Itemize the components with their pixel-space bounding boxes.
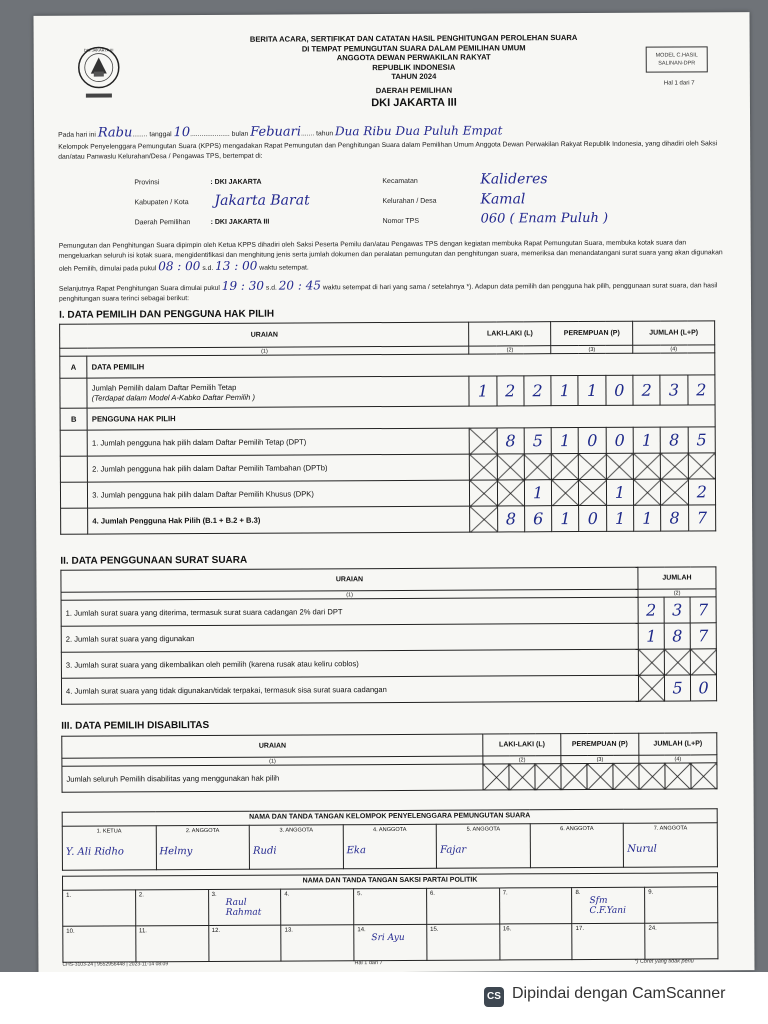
kpps-title: NAMA DAN TANDA TANGAN KELOMPOK PENYELENGGARA PEMUNGUTAN SUARA bbox=[62, 809, 717, 826]
digit-value: 2 bbox=[696, 482, 707, 502]
end-time: 13 : 00 bbox=[215, 258, 258, 273]
kpps-signature: Helmy bbox=[159, 846, 193, 858]
digit-cell bbox=[638, 597, 664, 623]
kpps-role: 1. KETUA bbox=[96, 828, 122, 835]
saksi-signature-cell bbox=[427, 924, 500, 960]
saksi-signature: Sfm C.F.Yani bbox=[589, 895, 626, 916]
digit-value: 1 bbox=[560, 509, 571, 529]
digit-cell bbox=[497, 376, 524, 406]
saksi-signature-cell bbox=[572, 923, 645, 959]
digit-cell bbox=[579, 505, 606, 531]
dapil-label: Daerah Pemilihan bbox=[134, 219, 191, 227]
col-number: (3) bbox=[561, 755, 639, 763]
crossed-cell bbox=[661, 453, 688, 479]
digit-value: 1 bbox=[646, 626, 657, 646]
header-line: REPUBLIK INDONESIA bbox=[372, 62, 456, 72]
kpps-signature-cell bbox=[249, 825, 343, 869]
crossed-cell bbox=[691, 763, 717, 789]
kecamatan-value: Kalideres bbox=[480, 171, 548, 188]
saksi-signature-cell bbox=[63, 926, 136, 962]
saksi-number: 13. bbox=[284, 927, 293, 934]
count-text: waktu setempat di hari yang sama / setelahnya *). Adapun data pemilih dan pengguna hak pilih, penggunaan surat suara, dan hasil penghitungan suara terinci sebagai berikut: bbox=[58, 282, 718, 303]
digit-cell bbox=[524, 480, 551, 506]
digit-value: 5 bbox=[532, 431, 543, 451]
crossed-cell bbox=[524, 454, 551, 480]
count-label: Selanjutnya Rapat Penghitungan Suara dimulai pukul bbox=[58, 284, 220, 293]
col-number: (2) bbox=[638, 589, 716, 597]
digit-value: 5 bbox=[672, 678, 683, 698]
saksi-number: 11. bbox=[139, 928, 147, 935]
crossed-cell bbox=[639, 763, 665, 789]
kpps-role: 6. ANGGOTA bbox=[560, 825, 594, 833]
col-perempuan: PEREMPUAN (P) bbox=[561, 733, 639, 755]
row-label: 2. Jumlah pengguna hak pilih dalam Daftar Pemilih Tambahan (DPTb) bbox=[88, 454, 470, 482]
row-label: 3. Jumlah pengguna hak pilih dalam Daftar Pemilih Khusus (DPK) bbox=[88, 480, 470, 508]
daerah-value: DKI JAKARTA III bbox=[371, 96, 457, 109]
form-code-box bbox=[646, 46, 708, 72]
digit-value: 1 bbox=[559, 431, 571, 451]
row-title: PENGGUNA HAK PILIH bbox=[87, 405, 715, 430]
saksi-signature-cell bbox=[499, 888, 572, 924]
saksi-signature-cell bbox=[645, 923, 718, 959]
tanggal-label: tanggal bbox=[149, 131, 172, 139]
bulan-label: bulan bbox=[231, 130, 249, 138]
digit-value: 1 bbox=[532, 483, 544, 503]
table-row-s2-3 bbox=[61, 649, 716, 678]
tps-label: Nomor TPS bbox=[382, 217, 420, 226]
header-line: TAHUN 2024 bbox=[391, 72, 437, 82]
saksi-signature-cell bbox=[136, 925, 209, 961]
col-laki: LAKI-LAKI (L) bbox=[469, 322, 551, 346]
digit-value: 8 bbox=[505, 509, 517, 529]
digit-value: 7 bbox=[696, 508, 708, 528]
kpps-signature: Fajar bbox=[440, 844, 467, 856]
digit-cell bbox=[664, 597, 690, 623]
digit-cell bbox=[524, 376, 551, 406]
page-number: Hal 1 dari 7 bbox=[663, 80, 695, 87]
logo-text: DKI JAKARTA III bbox=[83, 47, 114, 53]
saksi-signature-cell bbox=[208, 925, 281, 961]
kpps-signature: Nurul bbox=[627, 843, 657, 855]
digit-cell bbox=[524, 428, 551, 454]
col-number: (1) bbox=[61, 589, 638, 600]
crossed-cell bbox=[606, 453, 633, 479]
saksi-number: 24. bbox=[648, 925, 657, 932]
digit-value: 8 bbox=[672, 626, 683, 646]
digit-value: 8 bbox=[669, 430, 680, 450]
saksi-number: 17. bbox=[575, 926, 585, 933]
crossed-cell bbox=[470, 454, 497, 480]
table-row-s2-1 bbox=[61, 597, 716, 626]
tahun-value: Dua Ribu Dua Puluh Empat bbox=[334, 123, 503, 139]
camscanner-icon: CS bbox=[484, 987, 504, 1007]
digit-value: 0 bbox=[614, 430, 625, 450]
digit-cell bbox=[524, 506, 551, 532]
digit-cell bbox=[633, 375, 660, 405]
digit-cell bbox=[660, 375, 687, 405]
digit-cell bbox=[690, 623, 716, 649]
saksi-number: 4. bbox=[284, 891, 290, 898]
digit-cell bbox=[690, 675, 716, 701]
col-number: (4) bbox=[633, 345, 715, 353]
crossed-cell bbox=[551, 454, 578, 480]
digit-value: 1 bbox=[614, 508, 626, 528]
crossed-cell bbox=[664, 649, 690, 675]
count-end: 20 : 45 bbox=[278, 278, 322, 293]
table-row-b2 bbox=[60, 453, 715, 482]
col-jumlah: JUMLAH bbox=[638, 567, 716, 589]
saksi-signature-cell bbox=[572, 887, 645, 923]
section-2-title: II. DATA PENGGUNAAN SURAT SUARA bbox=[60, 554, 248, 567]
digit-cell bbox=[660, 427, 687, 453]
crossed-cell bbox=[633, 479, 660, 505]
crossed-cell bbox=[638, 649, 664, 675]
dapil-value: : DKI JAKARTA III bbox=[210, 218, 270, 226]
digit-value: 5 bbox=[696, 430, 707, 450]
form-code-line: MODEL C.HASIL bbox=[655, 52, 698, 59]
digit-value: 0 bbox=[614, 380, 625, 400]
digit-value: 2 bbox=[505, 381, 516, 401]
digit-cell bbox=[633, 427, 660, 453]
digit-cell bbox=[551, 428, 578, 454]
row-label: 3. Jumlah surat suara yang dikembalikan oleh pemilih (karena rusak atau keliru coblos) bbox=[61, 649, 638, 678]
kpps-role: 2. ANGGOTA bbox=[185, 827, 220, 835]
start-time: 08 : 00 bbox=[158, 259, 201, 274]
table-row-b1 bbox=[60, 427, 715, 456]
col-laki: LAKI-LAKI (L) bbox=[483, 734, 561, 756]
digit-cell bbox=[690, 597, 716, 623]
digit-value: 8 bbox=[669, 508, 680, 528]
digit-value: 1 bbox=[614, 482, 626, 502]
saksi-title: NAMA DAN TANDA TANGAN SAKSI PARTAI POLITIK bbox=[63, 873, 718, 890]
kpps-signature: Rudi bbox=[252, 845, 277, 857]
saksi-signature-cell bbox=[354, 888, 427, 924]
count-start: 19 : 30 bbox=[221, 278, 265, 293]
digit-value: 2 bbox=[646, 600, 657, 620]
digit-cell bbox=[634, 505, 661, 531]
col-perempuan: PEREMPUAN (P) bbox=[551, 321, 633, 345]
crossed-cell bbox=[579, 453, 606, 479]
kabupaten-value: Jakarta Barat bbox=[214, 192, 310, 209]
crossed-cell bbox=[535, 764, 561, 790]
col-uraian: URAIAN bbox=[62, 734, 483, 758]
saksi-number: 9. bbox=[648, 889, 654, 896]
digit-cell bbox=[664, 623, 690, 649]
saksi-number: 3. bbox=[211, 891, 217, 898]
col-number: (4) bbox=[639, 755, 717, 763]
digit-value: 2 bbox=[641, 380, 652, 400]
kpps-role: 4. ANGGOTA bbox=[372, 826, 407, 834]
table-row-a1 bbox=[60, 375, 715, 408]
camscanner-label: Dipindai dengan CamScanner bbox=[512, 985, 726, 1002]
form-code-line: SALINAN-DPR bbox=[658, 60, 696, 67]
crossed-cell bbox=[470, 506, 497, 532]
crossed-cell bbox=[665, 763, 691, 789]
document-header bbox=[184, 33, 644, 111]
saksi-signature: Sri Ayu bbox=[371, 932, 405, 944]
kelurahan-label: Kelurahan / Desa bbox=[382, 197, 437, 206]
digit-cell bbox=[606, 427, 633, 453]
row-label: 4. Jumlah surat suara yang tidak digunakan/tidak terpakai, termasuk sisa surat suara cadangan bbox=[61, 675, 638, 704]
digit-cell bbox=[664, 675, 690, 701]
digit-value: 7 bbox=[698, 626, 709, 646]
kpps-role: 7. ANGGOTA bbox=[653, 825, 688, 832]
col-number: (2) bbox=[483, 756, 561, 764]
crossed-cell bbox=[561, 763, 587, 789]
document-page bbox=[33, 12, 754, 974]
digit-cell bbox=[661, 505, 688, 531]
table-row-s2-4 bbox=[61, 675, 716, 704]
tahun-label: tahun bbox=[316, 130, 334, 138]
waktu-label: waktu setempat. bbox=[259, 264, 309, 272]
row-code: A bbox=[60, 356, 87, 378]
digit-cell bbox=[579, 427, 606, 453]
row-label: Jumlah seluruh Pemilih disabilitas yang menggunakan hak pilih bbox=[62, 764, 483, 792]
kecamatan-label: Kecamatan bbox=[382, 177, 418, 186]
saksi-number: 1. bbox=[66, 892, 72, 899]
saksi-signature-cell bbox=[354, 924, 427, 960]
kpps-signature-cell bbox=[624, 823, 718, 867]
kpps-role: 5. ANGGOTA bbox=[466, 826, 501, 833]
row-title: DATA PEMILIH bbox=[87, 353, 715, 378]
saksi-number: 7. bbox=[502, 890, 508, 897]
crossed-cell bbox=[497, 454, 524, 480]
digit-cell bbox=[551, 376, 578, 406]
tanggal-value: 10 bbox=[173, 125, 191, 141]
digit-value: 1 bbox=[559, 381, 570, 401]
kpps-signature-cell bbox=[156, 825, 250, 869]
saksi-number: 6. bbox=[429, 890, 435, 897]
row-label: 2. Jumlah surat suara yang digunakan bbox=[61, 623, 638, 652]
procedure-paragraph bbox=[59, 238, 724, 274]
intro-line: Pada hari ini Rabu........ tanggal 10..................... bulan Febuari....... tahun Dua Ribu Dua Puluh Empat bbox=[58, 123, 503, 141]
digit-value: 8 bbox=[505, 431, 516, 451]
kabupaten-label: Kabupaten / Kota bbox=[134, 199, 189, 207]
digit-value: 7 bbox=[697, 600, 709, 620]
digit-value: 2 bbox=[532, 381, 543, 401]
digit-value: 0 bbox=[587, 430, 598, 450]
digit-cell bbox=[606, 479, 633, 505]
crossed-cell bbox=[690, 649, 716, 675]
saksi-number: 14. bbox=[357, 927, 366, 934]
kpps-signature: Eka bbox=[346, 845, 366, 857]
digit-cell bbox=[687, 375, 715, 405]
kpps-signature-cell bbox=[62, 826, 156, 870]
sd-label: s.d. bbox=[202, 264, 214, 273]
digit-value: 0 bbox=[587, 508, 598, 528]
crossed-cell bbox=[639, 675, 665, 701]
digit-value: 2 bbox=[696, 380, 707, 400]
digit-cell bbox=[469, 376, 496, 406]
digit-value: 3 bbox=[671, 600, 683, 620]
crossed-cell bbox=[633, 453, 660, 479]
digit-cell bbox=[638, 623, 664, 649]
hari-value: Rabu bbox=[97, 125, 133, 141]
kelurahan-value: Kamal bbox=[480, 191, 526, 208]
saksi-number: 10. bbox=[66, 928, 75, 935]
crossed-cell bbox=[613, 763, 639, 789]
kpps-signature-cell bbox=[437, 824, 531, 868]
saksi-signature-cell bbox=[281, 889, 354, 925]
digit-value: 6 bbox=[533, 509, 544, 529]
table-row-s2-2 bbox=[61, 623, 716, 652]
sd-label: s.d. bbox=[265, 284, 277, 292]
digit-value: 1 bbox=[641, 430, 653, 450]
crossed-cell bbox=[509, 764, 535, 790]
col-uraian: URAIAN bbox=[60, 322, 469, 348]
col-uraian: URAIAN bbox=[61, 567, 638, 592]
header-line: DI TEMPAT PEMUNGUTAN SUARA DALAM PEMILIHAN UMUM bbox=[301, 42, 526, 54]
kpps-signature: Y. Ali Ridho bbox=[65, 846, 124, 858]
crossed-cell bbox=[483, 764, 509, 790]
saksi-number: 2. bbox=[138, 892, 144, 899]
footer-page: Hal 1 dari 7 bbox=[354, 960, 383, 967]
section-1-title: I. DATA PEMILIH DAN PENGGUNA HAK PILIH bbox=[59, 308, 275, 321]
intro-paragraph: Kelompok Penyelenggara Pemungutan Suara (KPPS) mengadakan Rapat Pemungutan dan Penghitungan Suara dalam Pemilihan Umum Anggota Dewan Perwakilan Rakyat Republik Indonesia, yang dihadiri oleh Saksi dan/atau Panwaslu Kelurahan/Desa / Pengawas TPS, bertempat di: bbox=[58, 140, 718, 161]
saksi-signature-cell bbox=[135, 889, 208, 925]
saksi-signature-cell bbox=[208, 889, 281, 925]
hari-label: Pada hari ini bbox=[58, 131, 96, 139]
kpps-signature-cell bbox=[530, 823, 624, 867]
row-label: 1. Jumlah surat suara yang diterima, termasuk surat suara cadangan 2% dari DPT bbox=[61, 597, 638, 626]
crossed-cell bbox=[552, 480, 579, 506]
saksi-number: 8. bbox=[575, 890, 581, 897]
digit-value: 0 bbox=[698, 678, 709, 698]
table-row-b3 bbox=[60, 479, 715, 508]
saksi-number: 15. bbox=[430, 926, 439, 933]
bulan-value: Febuari bbox=[250, 124, 302, 140]
digit-cell bbox=[688, 427, 716, 453]
digit-cell bbox=[606, 505, 633, 531]
procedure-text: Pemungutan dan Penghitungan Suara dipimpin oleh Ketua KPPS dihadiri oleh Saksi Peserta Pemilu dan/atau Pengawas TPS dengan kegiatan membuka Rapat Pemungutan Suara, membuka kotak suara dan mengeluarkan seluruh isi kotak suara, mengidentifikasi dan menghitung jenis serta jumlah dokumen dan peralatan pemungutan dan penghitungan suara, memeriksa dan menandatangani surat suara yang akan digunakan oleh Pemilih, dimulai pada pukul bbox=[58, 239, 723, 273]
table-row-b4 bbox=[61, 505, 716, 534]
count-paragraph bbox=[59, 278, 724, 304]
saksi-signature-cell bbox=[499, 924, 572, 960]
saksi-signature-cell bbox=[645, 887, 718, 923]
crossed-cell bbox=[497, 480, 524, 506]
doc-code: CHS-3103-24 | 9552956448 | 2023-11-14 08:09 bbox=[62, 961, 169, 968]
section-1-table bbox=[59, 320, 716, 534]
digit-cell bbox=[552, 506, 579, 532]
crossed-cell bbox=[470, 428, 497, 454]
crossed-cell bbox=[579, 479, 606, 505]
saksi-number: 12. bbox=[211, 927, 221, 934]
digit-value: 1 bbox=[477, 381, 489, 401]
tps-value: 060 ( Enam Puluh ) bbox=[480, 210, 609, 227]
digit-cell bbox=[578, 375, 605, 405]
row-sublabel: (Terdapat dalam Model A-Kabko Daftar Pemilih ) bbox=[91, 392, 256, 403]
col-number: (1) bbox=[62, 756, 483, 766]
digit-cell bbox=[497, 428, 524, 454]
digit-cell bbox=[497, 506, 524, 532]
saksi-signature-cell bbox=[281, 925, 354, 961]
saksi-signature-cell bbox=[426, 888, 499, 924]
daerah-label: DAERAH PEMILIHAN bbox=[375, 85, 453, 96]
kpu-logo-icon bbox=[74, 43, 124, 103]
digit-cell bbox=[688, 479, 716, 505]
digit-value: 3 bbox=[668, 380, 680, 400]
kpps-signature-table bbox=[62, 808, 718, 870]
saksi-signature-cell bbox=[63, 890, 136, 926]
provinsi-value: : DKI JAKARTA bbox=[210, 178, 262, 186]
saksi-number: 5. bbox=[357, 891, 363, 898]
table-row-s3-1 bbox=[62, 763, 717, 792]
provinsi-label: Provinsi bbox=[134, 179, 160, 187]
footer-note: *) Coret yang tidak perlu bbox=[634, 958, 694, 965]
crossed-cell bbox=[661, 479, 688, 505]
digit-value: 1 bbox=[642, 508, 653, 528]
kpps-role: 3. ANGGOTA bbox=[279, 827, 313, 834]
kpps-signature-cell bbox=[343, 824, 437, 868]
row-code: B bbox=[60, 408, 87, 430]
col-number: (1) bbox=[60, 346, 469, 356]
col-jumlah: JUMLAH (L+P) bbox=[633, 321, 715, 345]
section-3-title: III. DATA PEMILIH DISABILITAS bbox=[61, 719, 210, 732]
saksi-signature: Raul Rahmat bbox=[225, 897, 262, 918]
row-label: 1. Jumlah pengguna hak pilih dalam Daftar Pemilih Tetap (DPT) bbox=[87, 428, 469, 456]
digit-cell bbox=[606, 375, 633, 405]
header-line: BERITA ACARA, SERTIFIKAT DAN CATATAN HASIL PENGHITUNGAN PEROLEHAN SUARA bbox=[249, 33, 578, 44]
col-number: (2) bbox=[469, 346, 551, 354]
crossed-cell bbox=[470, 480, 497, 506]
saksi-number: 16. bbox=[502, 926, 512, 933]
col-jumlah: JUMLAH (L+P) bbox=[639, 733, 717, 755]
col-number: (3) bbox=[551, 345, 633, 353]
digit-value: 1 bbox=[586, 380, 598, 400]
digit-cell bbox=[688, 505, 716, 531]
row-label: 4. Jumlah Pengguna Hak Pilih (B.1 + B.2 + B.3) bbox=[88, 506, 470, 534]
header-line: ANGGOTA DEWAN PERWAKILAN RAKYAT bbox=[336, 52, 491, 63]
crossed-cell bbox=[688, 453, 716, 479]
crossed-cell bbox=[587, 763, 613, 789]
section-2-table bbox=[60, 566, 717, 704]
section-3-table bbox=[61, 732, 717, 792]
row-label: Jumlah Pemilih dalam Daftar Pemilih Tetap bbox=[91, 382, 237, 393]
